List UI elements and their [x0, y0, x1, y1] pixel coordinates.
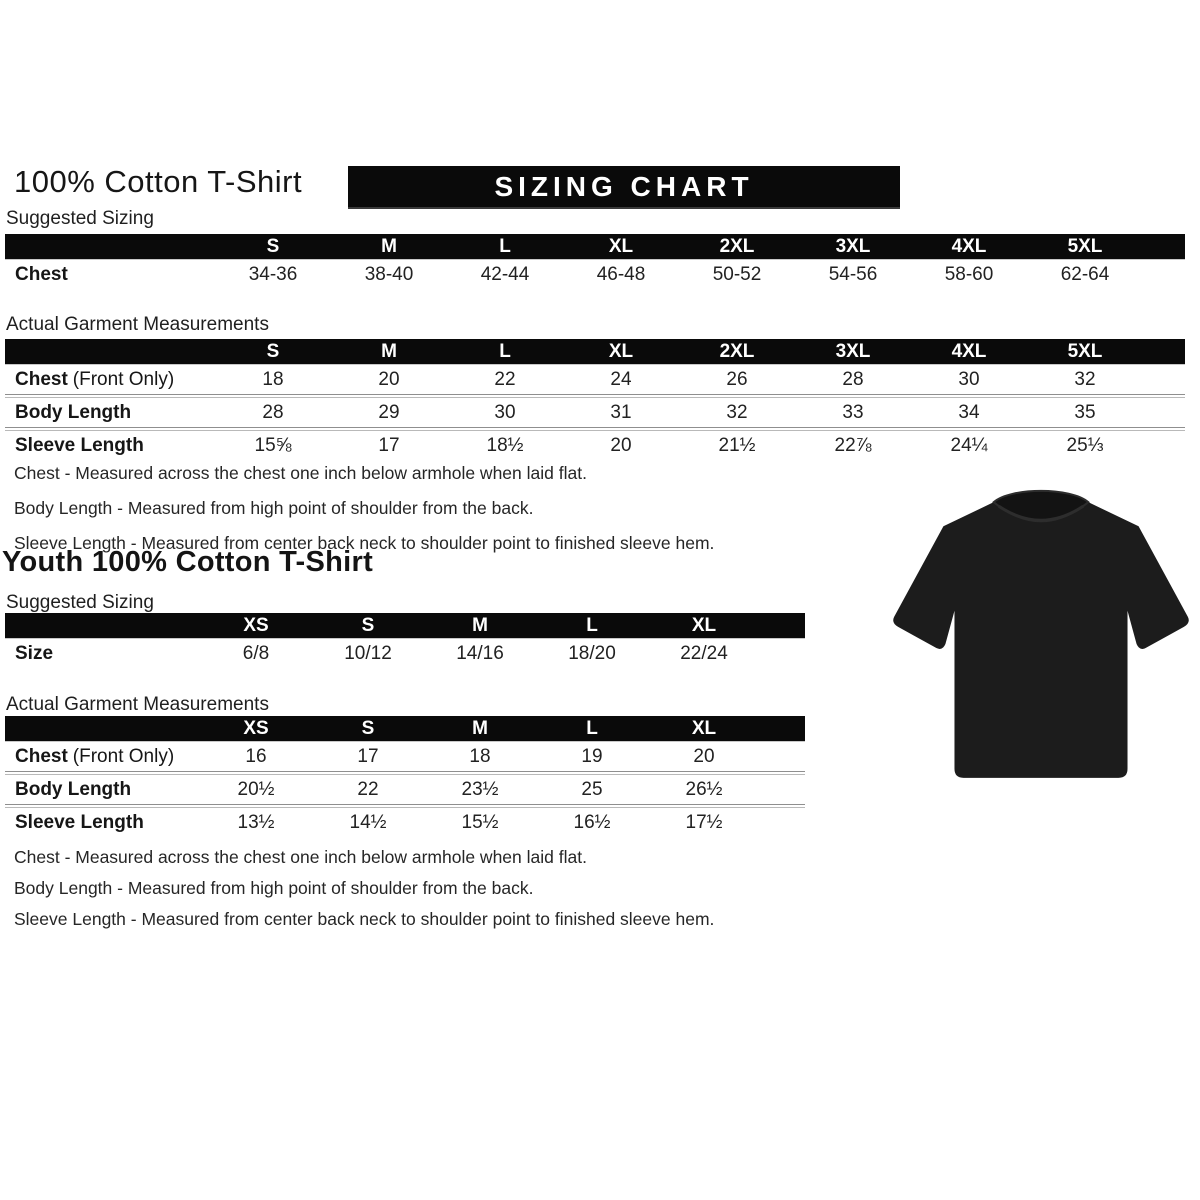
adult-suggested-table [5, 234, 1185, 289]
cell: 18 [262, 368, 284, 390]
header-cell: 2XL [719, 340, 755, 362]
cell: 16 [245, 745, 267, 767]
cell: 21½ [718, 434, 756, 456]
adult-suggested-header-row [5, 234, 1185, 260]
cell: 20½ [237, 778, 275, 800]
cell: 18 [469, 745, 491, 767]
table-row [5, 775, 805, 804]
row-label: Sleeve Length [15, 434, 144, 456]
header-cell: 5XL [1067, 340, 1103, 362]
cell: 18/20 [568, 642, 616, 664]
cell: 46-48 [596, 263, 646, 285]
cell: 30 [494, 401, 516, 423]
header-cell: L [499, 235, 511, 257]
cell: 20 [610, 434, 632, 456]
cell: 22⅞ [834, 434, 872, 456]
cell: 23½ [461, 778, 499, 800]
cell: 25⅓ [1066, 434, 1104, 456]
header-cell: XL [691, 717, 717, 739]
cell: 22 [494, 368, 516, 390]
table-row [5, 398, 1185, 427]
adult-suggested-label: Suggested Sizing [6, 208, 154, 229]
adult-actual-label: Actual Garment Measurements [6, 314, 269, 335]
cell: 22/24 [680, 642, 728, 664]
cell: 22 [357, 778, 379, 800]
note-line: Sleeve Length - Measured from center back neck to shoulder point to finished sleeve hem. [14, 533, 715, 553]
cell: 6/8 [242, 642, 270, 664]
cell: 62-64 [1060, 263, 1110, 285]
header-cell: M [381, 235, 397, 257]
header-cell: XL [691, 614, 717, 636]
note-line: Body Length - Measured from high point of shoulder from the back. [14, 498, 534, 518]
cell: 58-60 [944, 263, 994, 285]
cell: 50-52 [712, 263, 762, 285]
note-line: Sleeve Length - Measured from center back neck to shoulder point to finished sleeve hem. [14, 909, 715, 929]
cell: 14/16 [456, 642, 504, 664]
row-label: Body Length [15, 401, 132, 423]
cell: 26 [726, 368, 748, 390]
cell: 28 [262, 401, 284, 423]
cell: 15½ [461, 811, 499, 833]
header-cell: M [472, 614, 488, 636]
youth-actual-table [5, 716, 805, 837]
cell: 16½ [573, 811, 611, 833]
cell: 34 [958, 401, 980, 423]
header-cell: S [361, 717, 375, 739]
adult-actual-table [5, 339, 1185, 460]
page-title: 100% Cotton T-Shirt [14, 164, 303, 199]
cell: 14½ [349, 811, 387, 833]
table-row [5, 260, 1185, 289]
cell: 15⅝ [254, 434, 292, 456]
youth-suggested-table [5, 613, 805, 668]
header-cell: 2XL [719, 235, 755, 257]
cell: 10/12 [344, 642, 392, 664]
sizing-chart-banner [348, 166, 900, 209]
cell: 20 [693, 745, 715, 767]
header-cell: L [586, 717, 598, 739]
tshirt-image [890, 476, 1192, 808]
header-cell: 5XL [1067, 235, 1103, 257]
cell: 34-36 [248, 263, 298, 285]
youth-suggested-label: Suggested Sizing [6, 592, 154, 613]
youth-actual-header-row [5, 716, 805, 742]
row-label: Sleeve Length [15, 811, 144, 833]
cell: 17 [357, 745, 379, 767]
youth-title: Youth 100% Cotton T-Shirt [2, 546, 374, 578]
row-label: Chest (Front Only) [15, 745, 175, 767]
cell: 32 [726, 401, 748, 423]
cell: 17½ [685, 811, 723, 833]
header-cell: XS [243, 614, 269, 636]
youth-measurement-notes [14, 842, 714, 935]
header-cell: S [361, 614, 375, 636]
header-cell: XS [243, 717, 269, 739]
youth-actual-label: Actual Garment Measurements [6, 694, 269, 715]
sizing-chart-banner-text: SIZING CHART [494, 170, 754, 202]
row-label: Chest (Front Only) [15, 368, 175, 390]
header-cell: S [266, 340, 280, 362]
table-row [5, 639, 805, 668]
row-label: Size [15, 642, 54, 664]
cell: 29 [378, 401, 400, 423]
cell: 30 [958, 368, 980, 390]
cell: 26½ [685, 778, 723, 800]
cell: 20 [378, 368, 400, 390]
cell: 35 [1074, 401, 1096, 423]
cell: 24¼ [950, 434, 988, 456]
header-cell: L [499, 340, 511, 362]
cell: 33 [842, 401, 864, 423]
cell: 19 [581, 745, 603, 767]
cell: 24 [610, 368, 632, 390]
cell: 54-56 [828, 263, 878, 285]
table-row [5, 365, 1185, 394]
header-cell: 3XL [835, 340, 871, 362]
header-cell: 4XL [951, 340, 987, 362]
header-cell: S [266, 235, 280, 257]
header-cell: M [472, 717, 488, 739]
cell: 18½ [486, 434, 524, 456]
table-row [5, 742, 805, 771]
note-line: Chest - Measured across the chest one inch below armhole when laid flat. [14, 463, 587, 483]
cell: 28 [842, 368, 864, 390]
cell: 25 [581, 778, 603, 800]
row-label: Chest [15, 263, 68, 285]
note-line: Chest - Measured across the chest one inch below armhole when laid flat. [14, 847, 587, 867]
cell: 13½ [237, 811, 275, 833]
note-line: Body Length - Measured from high point of shoulder from the back. [14, 878, 534, 898]
header-cell: XL [608, 340, 634, 362]
cell: 42-44 [480, 263, 530, 285]
cell: 31 [610, 401, 632, 423]
cell: 38-40 [364, 263, 414, 285]
cell: 17 [378, 434, 400, 456]
header-cell: M [381, 340, 397, 362]
header-cell: 3XL [835, 235, 871, 257]
table-row [5, 808, 805, 837]
header-cell: 4XL [951, 235, 987, 257]
cell: 32 [1074, 368, 1096, 390]
header-cell: XL [608, 235, 634, 257]
adult-actual-header-row [5, 339, 1185, 365]
youth-suggested-header-row [5, 613, 805, 639]
header-cell: L [586, 614, 598, 636]
row-label: Body Length [15, 778, 132, 800]
